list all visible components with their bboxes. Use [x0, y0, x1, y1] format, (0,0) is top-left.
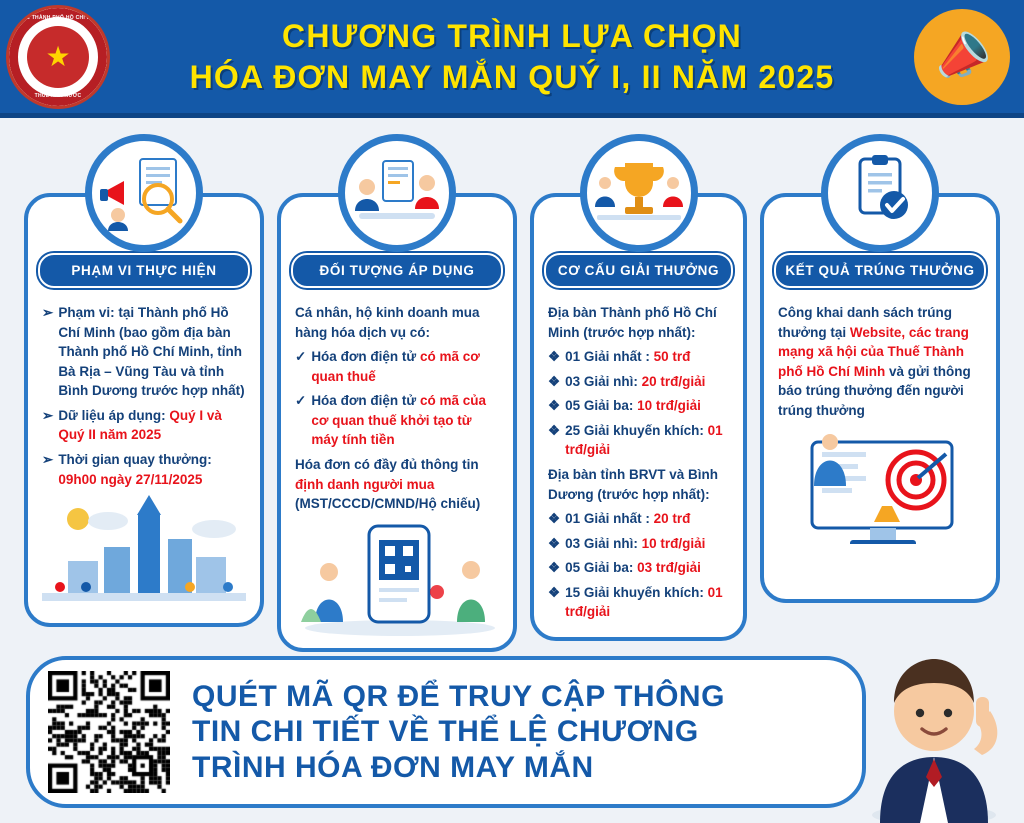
list-marker-icon: ❖	[548, 511, 561, 527]
list-item-text	[565, 421, 729, 460]
text-run: (MST/CCCD/CMND/Hộ chiếu)	[295, 496, 481, 512]
page-title	[110, 16, 914, 98]
text-run: có mã cơ quan thuế	[311, 349, 480, 384]
list-marker-icon: ❖	[548, 398, 561, 414]
text-run: Phạm vi: tại Thành phố Hồ Chí Minh (bao gồm địa bàn Thành phố Hồ Chí Minh, tỉnh Bà Rịa – Vũng Tàu và tỉnh Bình Dương trước hợp nhất)	[58, 305, 245, 399]
info-list-item	[548, 534, 729, 554]
text-run: Cá nhân, hộ kinh doanh mua hàng hóa dịch vụ có:	[295, 305, 480, 340]
info-card-content	[28, 263, 260, 623]
logo-top-text: THUẾ THÀNH PHỐ HỒ CHÍ MINH	[15, 14, 101, 21]
info-list-item	[548, 509, 729, 529]
text-run: 05 Giải ba:	[565, 398, 638, 414]
text-run: 20 trđ	[653, 511, 691, 527]
list-marker-icon: ✓	[295, 393, 307, 409]
info-list-item	[548, 558, 729, 578]
info-list-item	[548, 421, 729, 460]
list-marker-icon: ❖	[548, 535, 561, 551]
info-card-title: CƠ CẤU GIẢI THƯỞNG	[544, 253, 733, 288]
text-run: 50 trđ	[653, 349, 691, 365]
main-content	[0, 118, 1024, 823]
megaphone-icon	[914, 9, 1010, 105]
text-run: Công khai danh sách trúng thưởng tại	[778, 305, 953, 340]
text-run: Địa bàn Thành phố Hồ Chí Minh (trước hợp nhất):	[548, 305, 717, 340]
people-invoice-icon	[338, 134, 456, 252]
qr-code-image	[48, 671, 170, 793]
text-run: 20 trđ/giải	[641, 373, 706, 389]
info-card-body-2	[277, 193, 517, 652]
list-marker-icon: ➢	[42, 407, 54, 423]
text-run: định danh người mua	[295, 476, 435, 492]
info-list-item	[295, 347, 499, 386]
magnifier-document-icon	[85, 134, 203, 252]
page-header	[0, 0, 1024, 118]
info-list-item	[42, 303, 246, 401]
list-marker-icon: ✓	[295, 349, 307, 365]
text-run: 09h00 ngày 27/11/2025	[58, 471, 203, 487]
qr-text-line-1: QUÉT MÃ QR ĐỂ TRUY CẬP THÔNG	[192, 679, 725, 713]
tax-officer-mascot	[850, 637, 1018, 823]
list-item-text	[548, 303, 729, 342]
city-skyline-illustration	[42, 495, 246, 613]
text-run: có mã của cơ quan thuế khởi tạo từ máy tính tiền	[311, 393, 486, 448]
info-card-title: KẾT QUẢ TRÚNG THƯỞNG	[774, 253, 986, 288]
title-line-2: HÓA ĐƠN MAY MẮN QUÝ I, II NĂM 2025	[189, 58, 835, 95]
text-run: 03 trđ/giải	[637, 560, 701, 576]
text-run: 10 trđ/giải	[641, 535, 706, 551]
text-run: Website, các trang mạng xã hội của Thuế Thành phố Hồ Chí Minh	[778, 324, 969, 379]
info-list-item	[295, 391, 499, 450]
info-list-item	[42, 450, 246, 489]
text-run: Hóa đơn điện tử	[311, 393, 420, 409]
list-item-text	[58, 450, 246, 489]
info-card-row	[24, 134, 1000, 652]
text-run: Địa bàn tỉnh BRVT và Bình Dương (trước hợp nhất):	[548, 466, 719, 502]
info-card-content	[534, 263, 743, 637]
info-card-4	[760, 134, 1000, 652]
list-marker-icon: ➢	[42, 305, 54, 320]
list-item-text	[565, 558, 729, 578]
text-run: Quý I và Quý II năm 2025	[58, 407, 222, 443]
info-list-item	[548, 583, 729, 622]
mobile-qr-illustration	[295, 520, 499, 638]
clipboard-check-icon	[821, 134, 939, 252]
info-list-item	[778, 303, 982, 420]
list-item-text	[295, 303, 499, 342]
text-run: 01 Giải nhất :	[565, 511, 654, 527]
list-item-text	[58, 406, 246, 445]
list-item-text	[295, 455, 499, 514]
text-run: 03 Giải nhì:	[565, 373, 642, 389]
info-card-3	[530, 134, 747, 652]
list-marker-icon: ❖	[548, 584, 561, 600]
list-item-text	[311, 391, 499, 450]
list-item-text	[565, 372, 729, 392]
info-card-title: ĐỐI TƯỢNG ÁP DỤNG	[291, 253, 503, 288]
info-list-item	[548, 347, 729, 367]
list-item-text	[311, 347, 499, 386]
info-list-item	[42, 406, 246, 445]
text-run: 05 Giải ba:	[565, 560, 638, 576]
megaphone-glyph: 📣	[926, 22, 998, 90]
qr-banner[interactable]	[26, 656, 866, 808]
list-marker-icon: ❖	[548, 422, 561, 438]
info-card-content	[281, 263, 513, 648]
text-run: Hóa đơn điện tử	[311, 349, 420, 365]
info-list-item	[295, 303, 499, 342]
list-item-text	[565, 583, 729, 622]
text-run: 03 Giải nhì:	[565, 535, 642, 551]
text-run: 10 trđ/giải	[637, 398, 701, 414]
info-list-item	[295, 455, 499, 514]
info-card-body-1	[24, 193, 264, 627]
list-item-text	[778, 303, 982, 420]
qr-text-line-3: TRÌNH HÓA ĐƠN MAY MẮN	[192, 750, 594, 784]
info-list-item	[548, 396, 729, 416]
list-marker-icon: ❖	[548, 349, 561, 365]
logo-emblem-icon: ★	[27, 26, 89, 88]
text-run: Hóa đơn có đầy đủ thông tin	[295, 456, 479, 472]
info-list-item	[548, 465, 729, 504]
logo-bottom-text: THUẾ NHÀ NƯỚC	[34, 92, 82, 99]
text-run: 15 Giải khuyến khích:	[565, 584, 708, 600]
list-item-text	[565, 347, 729, 367]
text-run: 25 Giải khuyến khích:	[565, 422, 708, 438]
qr-text-line-2: TIN CHI TIẾT VỀ THỂ LỆ CHƯƠNG	[192, 715, 699, 749]
target-monitor-illustration	[778, 426, 982, 544]
info-list-item	[548, 372, 729, 392]
text-run: Dữ liệu áp dụng:	[58, 407, 170, 423]
trophy-icon	[580, 134, 698, 252]
text-run: Thời gian quay thưởng:	[58, 451, 212, 467]
qr-code[interactable]	[48, 671, 170, 793]
info-card-1	[24, 134, 264, 652]
text-run: 01 Giải nhất :	[565, 349, 654, 365]
info-card-body-4	[760, 193, 1000, 603]
list-marker-icon: ❖	[548, 560, 561, 576]
text-run: 01 trđ/giải	[565, 584, 723, 620]
info-card-2	[277, 134, 517, 652]
qr-banner-text	[192, 679, 725, 785]
list-item-text	[548, 465, 729, 504]
info-card-content	[764, 263, 996, 554]
title-line-1: CHƯƠNG TRÌNH LỰA CHỌN	[282, 17, 742, 54]
list-item-text	[565, 509, 729, 529]
list-marker-icon: ❖	[548, 373, 561, 389]
info-card-body-3	[530, 193, 747, 641]
info-card-title: PHẠM VI THỰC HIỆN	[38, 253, 250, 288]
info-list-item	[548, 303, 729, 342]
text-run: và gửi thông báo trúng thưởng đến người trúng thưởng	[778, 363, 971, 418]
text-run: 01 trđ/giải	[565, 422, 723, 458]
list-item-text	[565, 534, 729, 554]
list-item-text	[58, 303, 246, 401]
list-marker-icon: ➢	[42, 451, 54, 467]
list-item-text	[565, 396, 729, 416]
tax-department-logo	[6, 5, 110, 109]
